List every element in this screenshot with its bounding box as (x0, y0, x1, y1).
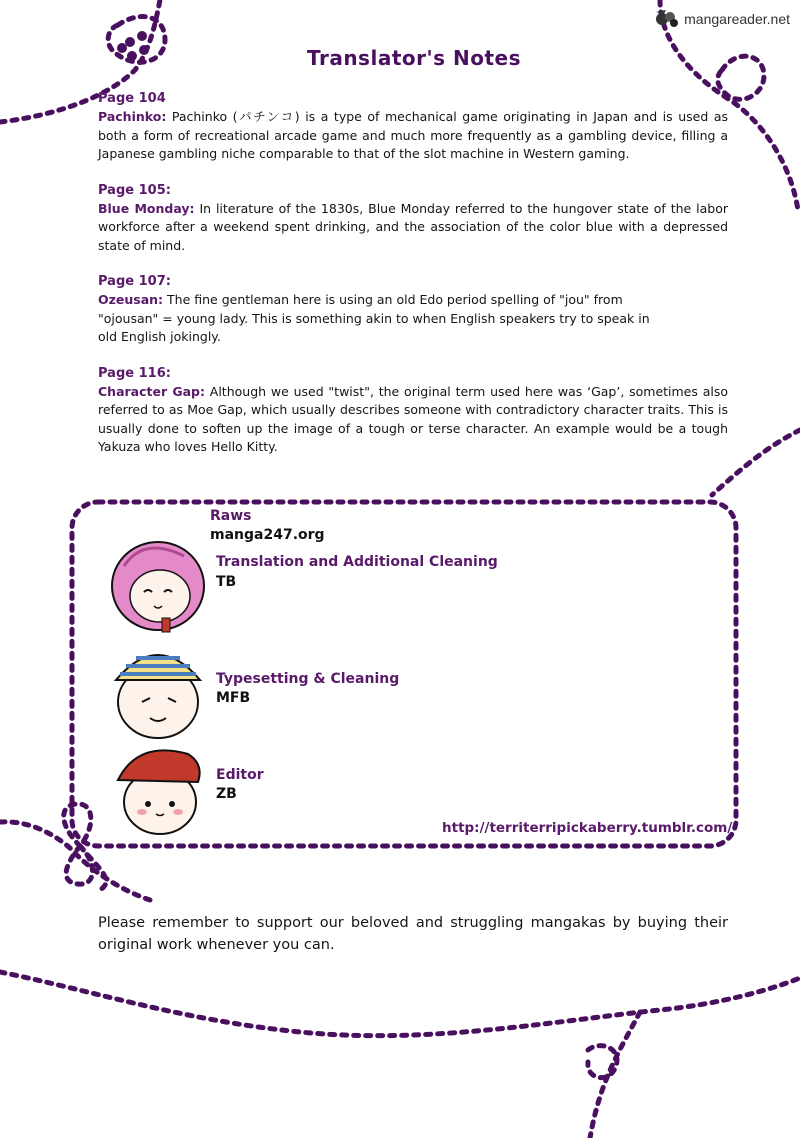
note-page-number: Page 107: (98, 274, 171, 289)
editor-label: Editor (216, 767, 264, 783)
note-body (98, 200, 728, 256)
page-title: Translator's Notes (307, 46, 521, 70)
support-message: Please remember to support our beloved and struggling mangakas by buying their original work whenever you can. (98, 915, 728, 953)
note-body (98, 108, 728, 164)
mangareader-logo-icon (654, 8, 680, 30)
note-page-number: Page 105: (98, 182, 171, 198)
note-term: Pachinko: (98, 109, 167, 124)
note-page-104 (98, 90, 728, 164)
translation-value: TB (216, 574, 237, 590)
translation-label: Translation and Additional Cleaning (216, 554, 498, 570)
raws-value: manga247.org (210, 527, 325, 543)
note-text: Pachinko (パチンコ) is a type of mechanical game originating in Japan and is used as both a form of recreational arcade game and much more frequently as a gambling device, filling a Japanese gambling niche comparable to that of the slot machine in Western gaming. (98, 109, 728, 161)
note-text: The fine gentleman here is using an old Edo period spelling of "jou" from "ojousan" = young lady. This is something akin to when English speakers try to speak in old English jokingly. (98, 292, 650, 344)
typesetting-label: Typesetting & Cleaning (216, 671, 400, 687)
editor-value: ZB (216, 786, 237, 802)
note-term: Character Gap: (98, 383, 205, 399)
translator-avatar-icon (104, 536, 208, 636)
tumblr-link[interactable]: http://territerripickaberry.tumblr.com/ (442, 820, 733, 836)
watermark (654, 8, 790, 30)
typesetting-value: MFB (216, 690, 251, 706)
note-term: Blue Monday: (98, 200, 195, 216)
note-term: Ozeusan: (98, 292, 164, 307)
raws-label: Raws (210, 508, 252, 524)
note-page-105 (98, 182, 728, 256)
note-body (98, 291, 658, 347)
note-body (98, 383, 728, 457)
note-page-number: Page 104 (98, 91, 166, 106)
note-text: Although we used "twist", the original term used here was ‘Gap’, sometimes also referred to as Moe Gap, which usually describes someone with contradictory character traits. This is usually done to soften up the image of a tough or terse character. An example would be a tough Yakuza who loves Hello Kitty. (98, 383, 728, 454)
note-page-107 (98, 273, 728, 347)
editor-avatar-icon (110, 742, 206, 838)
translator-notes (98, 90, 728, 475)
watermark-text: mangareader.net (684, 11, 790, 27)
note-page-116 (98, 365, 728, 457)
note-page-number: Page 116: (98, 365, 171, 381)
note-text: In literature of the 1830s, Blue Monday referred to the hungover state of the labor workforce after a weekend spent drinking, and the association of the color blue with a depressed state of mind. (98, 200, 728, 253)
typesetter-avatar-icon (106, 640, 210, 744)
